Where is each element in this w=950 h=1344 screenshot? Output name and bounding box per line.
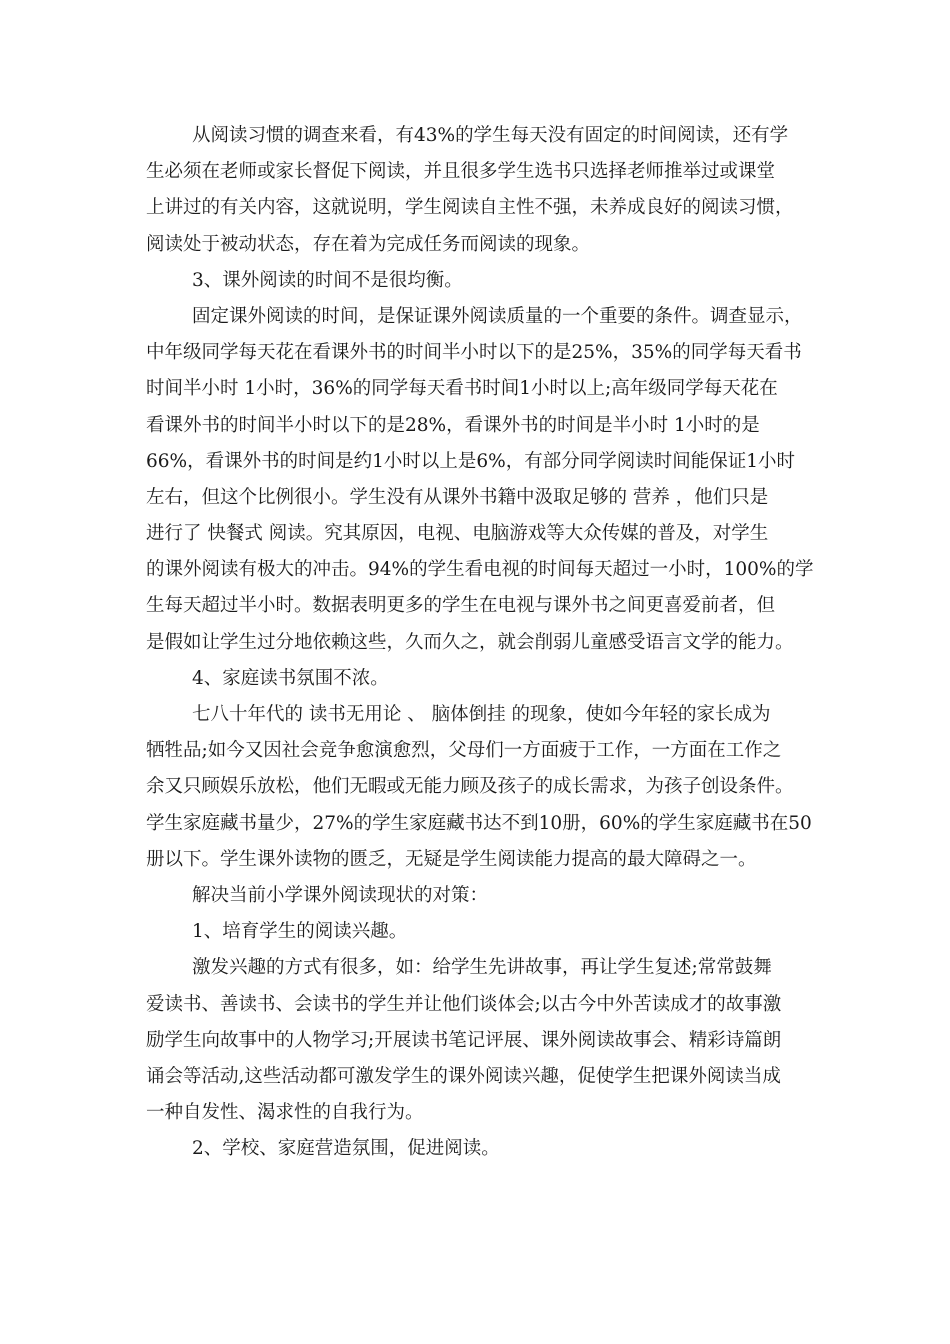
text-line: 阅读处于被动状态，存在着为完成任务而阅读的现象。 [146,233,591,255]
text-line: 余又只顾娱乐放松，他们无暇或无能力顾及孩子的成长需求，为孩子创设条件。 [146,776,794,798]
text-line: 激发兴趣的方式有很多，如：给学生先讲故事，再让学生复述;常常鼓舞 [192,957,772,979]
text-line: 牺牲品;如今又因社会竞争愈演愈烈，父母们一方面疲于工作，一方面在工作之 [146,740,782,762]
text-line: 册以下。学生课外读物的匮乏，无疑是学生阅读能力提高的最大障碍之一。 [146,848,757,870]
text-line: 诵会等活动,这些活动都可激发学生的课外阅读兴趣，促使学生把课外阅读当成 [146,1065,781,1087]
text-line: 3、课外阅读的时间不是很均衡。 [192,269,463,291]
text-line: 是假如让学生过分地依赖这些，久而久之，就会削弱儿童感受语言文学的能力。 [146,631,794,653]
text-line: 一种自发性、渴求性的自我行为。 [146,1102,424,1124]
text-line: 1、培育学生的阅读兴趣。 [192,921,408,943]
text-line: 进行了 快餐式 阅读。究其原因，电视、电脑游戏等大众传媒的普及，对学生 [146,523,769,545]
text-line: 看课外书的时间半小时以下的是28%，看课外书的时间是半小时 1小时的是 [146,414,760,436]
text-line: 4、家庭读书氛围不浓。 [192,667,389,689]
text-line: 爱读书、善读书、会读书的学生并让他们谈体会;以古今中外苦读成才的故事激 [146,993,782,1015]
text-line: 七八十年代的 读书无用论 、 脑体倒挂 的现象，使如今年轻的家长成为 [192,704,771,725]
document-body [146,118,826,1167]
text-line: 左右，但这个比例很小。学生没有从课外书籍中汲取足够的 营养 ，他们只是 [146,486,769,508]
text-line: 的课外阅读有极大的冲击。94%的学生看电视的时间每天超过一小时，100%的学 [146,559,814,581]
text-line: 励学生向故事中的人物学习;开展读书笔记评展、课外阅读故事会、精彩诗篇朗 [146,1029,782,1051]
text-line: 生必须在老师或家长督促下阅读，并且很多学生选书只选择老师推举过或课堂 [146,161,776,183]
text-line: 时间半小时 1小时，36%的同学每天看书时间1小时以上;高年级同学每天花在 [146,378,778,400]
text-line: 学生家庭藏书量少，27%的学生家庭藏书达不到10册，60%的学生家庭藏书在50 [146,812,812,834]
text-line: 生每天超过半小时。数据表明更多的学生在电视与课外书之间更喜爱前者，但 [146,595,776,617]
text-line: 中年级同学每天花在看课外书的时间半小时以下的是25%，35%的同学每天看书 [146,342,802,364]
text-line: 上讲过的有关内容，这就说明，学生阅读自主性不强，未养成良好的阅读习惯， [146,197,794,219]
text-line: 2、学校、家庭营造氛围，促进阅读。 [192,1138,500,1160]
text-line: 从阅读习惯的调查来看，有43%的学生每天没有固定的时间阅读，还有学 [192,125,789,146]
text-line: 66%，看课外书的时间是约1小时以上是6%，有部分同学阅读时间能保证1小时 [146,450,796,472]
text-line: 解决当前小学课外阅读现状的对策： [192,884,489,906]
text-line: 固定课外阅读的时间，是保证课外阅读质量的一个重要的条件。调查显示， [192,305,803,327]
